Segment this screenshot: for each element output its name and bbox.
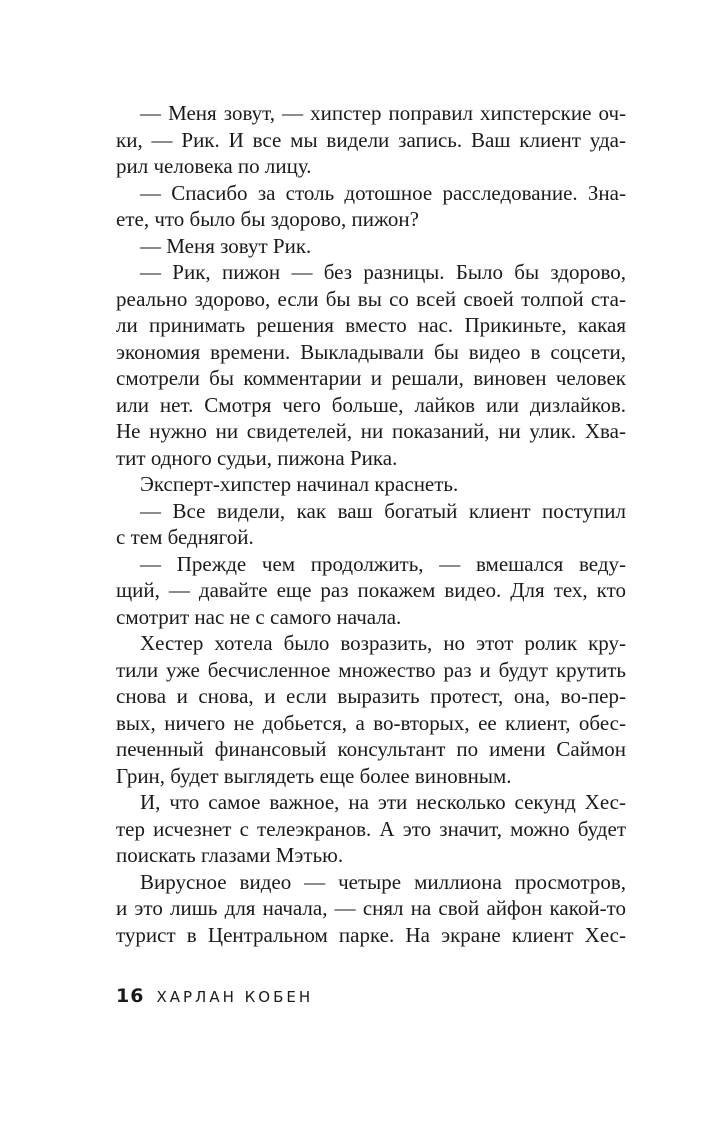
text-line: Не нужно ни свидетелей, ни показаний, ни улик. Хва- — [116, 419, 626, 443]
text-line: поискать глазами Мэтью. — [116, 843, 344, 867]
text-line: Вирусное видео — четыре миллиона просмотров, — [140, 869, 626, 894]
text-line: смотрели бы комментарии и решали, виновен человек — [116, 366, 626, 390]
text-line: снова и снова, и если выразить протест, она, во-пер- — [116, 684, 626, 708]
paragraph — [116, 789, 626, 869]
page-footer — [116, 985, 313, 1007]
text-line: Эксперт-хипстер начинал краснеть. — [140, 472, 459, 496]
paragraph — [116, 498, 626, 551]
text-line: щий, — давайте еще раз покажем видео. Для тех, кто — [116, 578, 626, 602]
text-line: Хестер хотела было возразить, но этот ролик кру- — [140, 631, 626, 655]
text-line: вых, ничего не добьется, а во-вторых, ее клиент, обес- — [116, 710, 626, 735]
text-line: тер исчезнет с телеэкранов. А это значит, можно будет — [116, 816, 626, 841]
text-line: рил человека по лицу. — [116, 154, 312, 178]
text-line: и это лишь для начала, — снял на свой айфон какой-то — [116, 896, 626, 920]
paragraph — [116, 471, 626, 498]
text-line: — Прежде чем продолжить, — вмешался веду- — [140, 551, 626, 576]
text-line: печенный финансовый консультант по имени Саймон — [116, 737, 626, 761]
paragraph — [116, 630, 626, 789]
page-number: 16 — [116, 985, 145, 1007]
text-line: — Все видели, как ваш богатый клиент поступил — [140, 498, 626, 523]
body-text — [116, 100, 626, 948]
text-line: экономия времени. Выкладывали бы видео в соцсети, — [116, 339, 626, 364]
text-line: или нет. Смотря чего больше, лайков или дизлайков. — [116, 392, 626, 417]
paragraph — [116, 180, 626, 233]
text-line: — Рик, пижон — без разницы. Было бы здорово, — [140, 260, 626, 284]
text-line: И, что самое важное, на эти несколько секунд Хес- — [140, 790, 626, 814]
text-line: реально здорово, если бы вы со всей своей толпой ста- — [116, 286, 626, 311]
text-line: Грин, будет выглядеть еще более виновным. — [116, 763, 512, 788]
text-line: ете, что было бы здорово, пижон? — [116, 207, 419, 231]
paragraph — [116, 551, 626, 631]
text-line: тит одного судьи, пижона Рика. — [116, 445, 398, 470]
text-line: — Спасибо за столь дотошное расследование. Зна- — [140, 180, 626, 205]
text-line: с тем беднягой. — [116, 525, 254, 549]
running-head-author: ХАРЛАН КОБЕН — [156, 988, 314, 1006]
text-line: — Меня зовут, — хипстер поправил хипстерские оч- — [140, 101, 626, 125]
paragraph — [116, 233, 626, 260]
paragraph — [116, 259, 626, 471]
text-line: смотрит нас не с самого начала. — [116, 604, 402, 629]
text-line: тили уже бесчисленное множество раз и будут крутить — [116, 657, 626, 682]
text-line: турист в Центральном парке. На экране клиент Хес- — [116, 922, 626, 947]
text-line: ки, — Рик. И все мы видели запись. Ваш клиент уда- — [116, 127, 626, 152]
text-line: ли принимать решения вместо нас. Прикиньте, какая — [116, 313, 626, 337]
text-line: — Меня зовут Рик. — [140, 233, 312, 258]
paragraph — [116, 100, 626, 180]
paragraph — [116, 869, 626, 949]
